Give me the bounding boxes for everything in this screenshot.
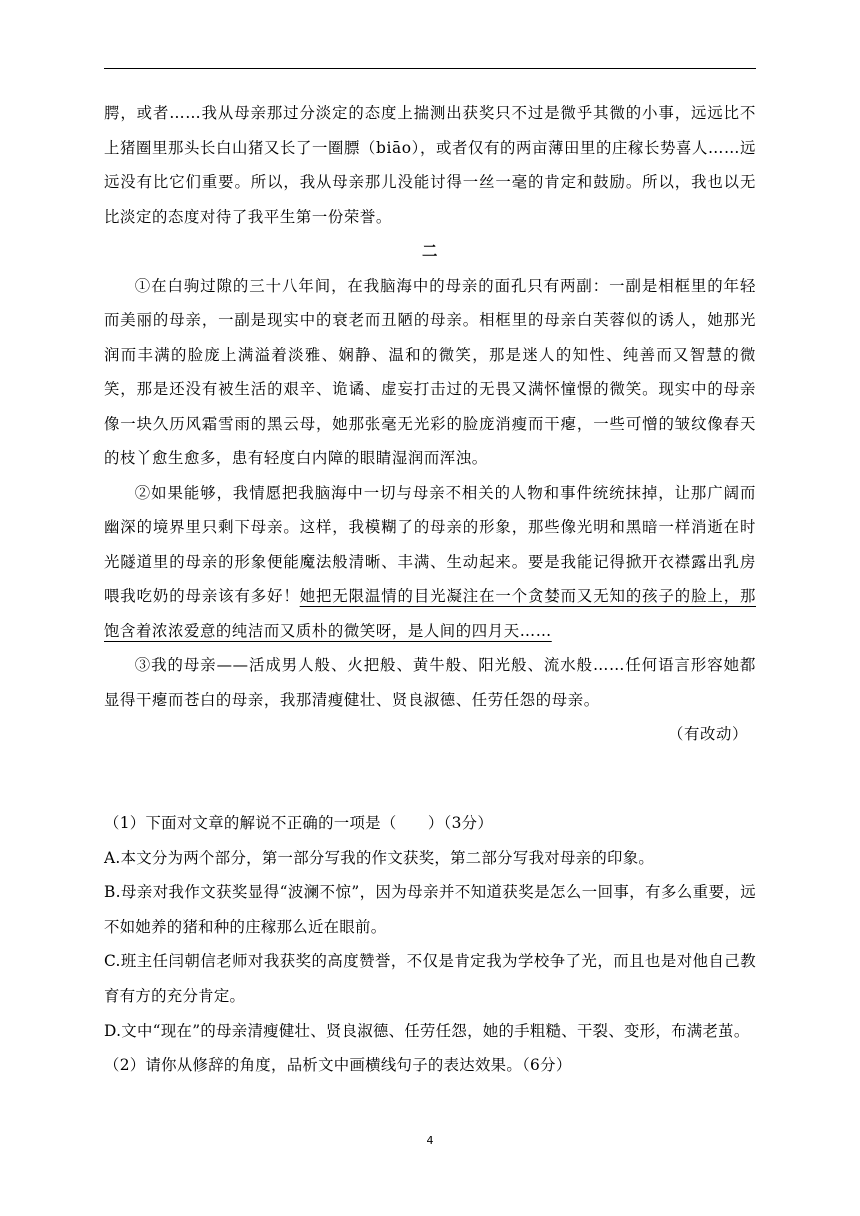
paragraph-continued: 腭，或者……我从母亲那过分淡定的态度上揣测出获奖只不过是微乎其微的小事，远远比不上猪圈里那头长白山猪又长了一圈膘（biāo），或者仅有的两亩薄田里的庄稼长势喜人……远远没有比它们重要。所以，我从母亲那儿没能讨得一丝一毫的肯定和鼓励。所以，我也以无比淡定的态度对待了我平生第一份荣誉。 <box>104 104 756 226</box>
question-1-option-d: D.文中“现在”的母亲清瘦健壮、贤良淑德、任劳任怨，她的手粗糙、干裂、变形，布满老茧。 <box>104 1021 750 1040</box>
questions-section <box>104 806 756 1083</box>
paragraph-2 <box>104 476 756 649</box>
underlined-sentence: 她把无限温情的目光凝注在一个贪婪而又无知的孩子的脸上，那饱含着浓浓爱意的纯洁而又质朴的微笑呀，是人间的四月天…… <box>104 587 756 640</box>
source-note: （有改动） <box>668 725 748 743</box>
paragraph-3: ③我的母亲——活成男人般、火把般、黄牛般、阳光般、流水般……任何语言形容她都显得干瘪而苍白的母亲，我那清瘦健壮、贤良淑德、任劳任怨的母亲。 <box>104 656 756 709</box>
question-1-stem: （1）下面对文章的解说不正确的一项是（ ）（3分） <box>104 814 494 832</box>
page-number: 4 <box>426 1134 434 1147</box>
question-1-option-b: B.母亲对我作文获奖显得“波澜不惊”，因为母亲并不知道获奖是怎么一回事，有多么重要，远不如她养的猪和种的庄稼那么近在眼前。 <box>104 883 756 936</box>
question-2-stem: （2）请你从修辞的角度，品析文中画横线句子的表达效果。（6分） <box>104 1056 572 1075</box>
question-1-option-a: A.本文分为两个部分，第一部分写我的作文获奖，第二部分写我对母亲的印象。 <box>104 848 655 867</box>
question-1-option-c: C.班主任闫朝信老师对我获奖的高度赞誉，不仅是肯定我为学校争了光，而且也是对他自己教育有方的充分肯定。 <box>104 952 756 1005</box>
paragraph-1: ①在白驹过隙的三十八年间，在我脑海中的母亲的面孔只有两副：一副是相框里的年轻而美丽的母亲，一副是现实中的衰老而丑陋的母亲。相框里的母亲白芙蓉似的诱人，她那光润而丰满的脸庞上满溢着淡雅、娴静、温和的微笑，那是迷人的知性、纯善而又智慧的微笑，那是还没有被生活的艰辛、诡谲、虚妄打击过的无畏又满怀憧憬的微笑。现实中的母亲像一块久历风霜雪雨的黑云母，她那张毫无光彩的脸庞消瘦而干瘪，一些可憎的皱纹像春天的枝丫愈生愈多，患有轻度白内障的眼睛湿润而浑浊。 <box>104 276 756 467</box>
paragraph-2-text: ②如果能够，我情愿把我脑海中一切与母亲不相关的人物和事件统统抹掉，让那广阔而幽深的境界里只剩下母亲。这样，我模糊了的母亲的形象，那些像光明和黑暗一样消逝在时光隧道里的母亲的形象便能魔法般清晰、丰满、生动起来。要是我能记得掀开衣襟露出乳房喂我吃奶的母亲该有多好！ <box>104 483 756 605</box>
section-heading: 二 <box>422 242 438 260</box>
header-rule <box>104 68 756 69</box>
article-body <box>104 96 756 752</box>
